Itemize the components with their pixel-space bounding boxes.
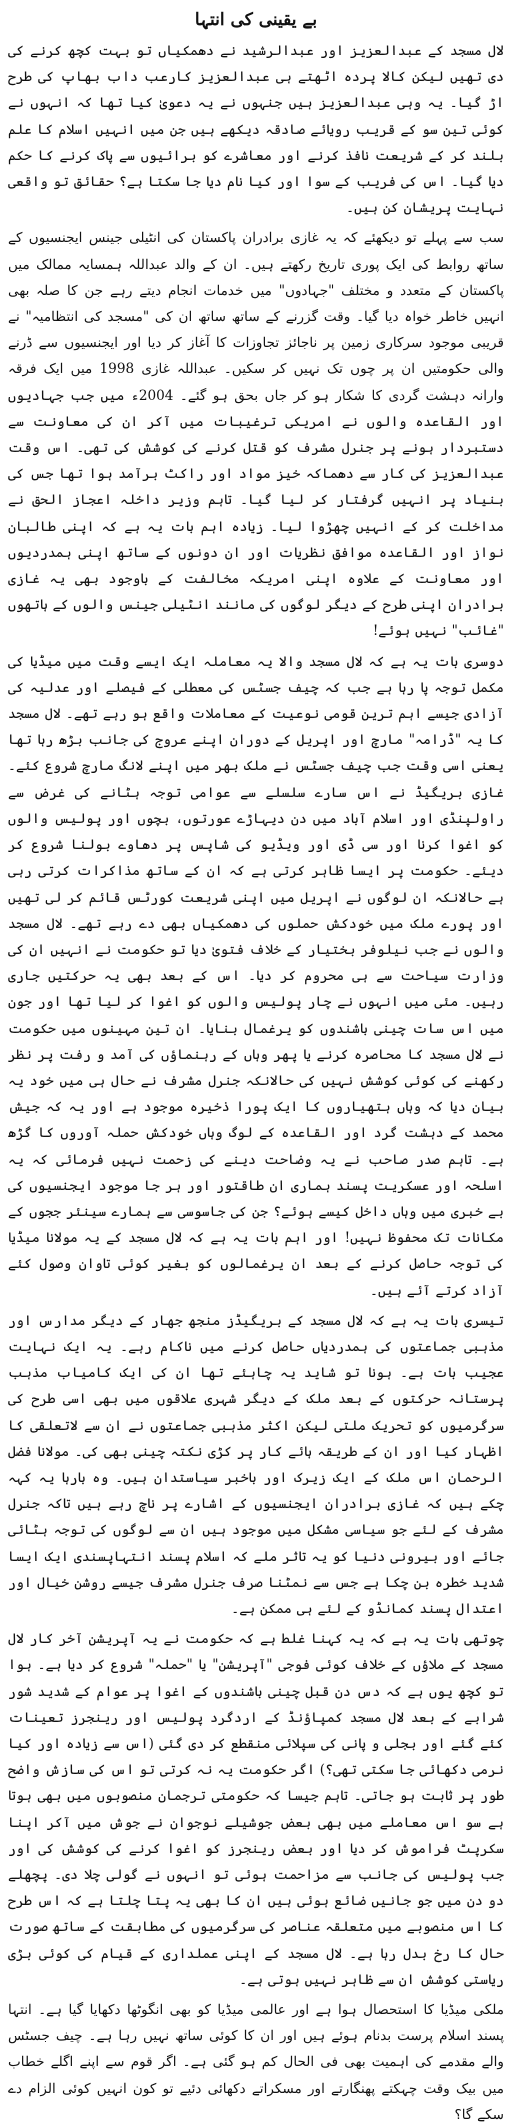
article-paragraph: دوسری بات یہ ہے کہ لال مسجد والا یہ معاملہ ایک ایسے وقت میں میڈیا کی مکمل توجہ پا رہا ہے جب کہ چیف جسٹس کی معطلی کے فیصلے اور عدلیہ کی آزادی جیسے اہم ترین قومی نوعیت کے معاملات واقع ہو رہے تھے۔ لال مسجد کا یہ "ڈرامہ" مارچ اور اپریل کے دوران اپنے عروج کی جانب بڑھ رہا تھا یعنی اسی وقت جب چیف جسٹس نے ملک بھر میں اپنے لانگ مارچ شروع کئے۔ غازی بریگیڈ نے اس سارے سلسلے سے عوامی توجہ ہٹانے کی غرض سے راولپنڈی اور اسلام آباد میں دن دیہاڑے عورتوں، بچوں اور پولیس والوں کو اغوا کرنا اور سی ڈی اور ویڈیو کی شاپس پر دھاوے بولنا شروع کر دیئے۔ حکومت پر ایسا ظاہر کرتی ہے کہ ان کے ساتھ مذاکرات کرتی رہی ہے حالانکہ ان لوگوں نے اپریل میں اپنی شریعت کورٹس قائم کر لی تھیں اور پورے ملک میں خودکش حملوں کی دھمکیاں بھی دے رہے تھے۔ لال مسجد والوں نے جب نیلوفر بختیار کے خلاف فتویٰ دیا تو حکومت نے انہیں ان کی وزارت سیاحت سے ہی محروم کر دیا۔ اس کے بعد بھی یہ حرکتیں جاری رہیں۔ مئی میں انہوں نے چار پولیس والوں کو اغوا کر لیا تھا اور جون میں اس سات چینی باشندوں کو یرغمال بنایا۔ ان تین مہینوں میں حکومت نے لال مسجد کا محاصرہ کرنے یا پھر وہاں کے رہنماؤں کی آمد و رفت پر نظر رکھنے کی کوئی کوشش نہیں کی حالانکہ جنرل مشرف نے حال ہی میں خود یہ بیان دیا کہ وہاں ہتھیاروں کا ایک پورا ذخیرہ موجود ہے اور یہ کہ جیش محمد کے دہشت گرد اور القاعدہ کے لوگ وہاں خودکش حملہ آوروں کا گڑھ ہے۔ تاہم صدر صاحب نے یہ وضاحت دینے کی زحمت نہیں فرمائی کہ یہ اسلحہ اور عسکریت پسند ہماری ان طاقتور اور ہر جا موجود ایجنسیوں کی بے خبری میں وہاں داخل کیسے ہوئے؟ جن کی جاسوسی سے ہمارے سینئر ججوں کے مکانات تک محفوظ نہیں! اور اہم بات یہ ہے کہ لال مسجد کے یہ مولانا میڈیا کی توجہ حاصل کرنے کے بعد ان یرغمالوں کو بغیر کوئی تاوان وصول کئے آزاد کرتے آئے ہیں۔ <box>8 653 504 1299</box>
article-title: بے یقینی کی انتہا <box>194 10 318 30</box>
article-paragraph: لال مسجد کے عبدالعزیز اور عبدالرشید نے دھمکیاں تو بہت کچھ کرنے کی دی تھیں لیکن کالا پردہ اٹھتے ہی عبدالعزیز کارعب داب بھاپ کی طرح اڑ گیا۔ یہ وہی عبدالعزیز ہیں جنہوں نے یہ دعویٰ کیا تھا کہ انہوں نے کوئی تین سو کے قریب رویائے صادقہ دیکھے ہیں جن میں انہیں اسلام کا علم بلند کر کے شریعت نافذ کرنے اور معاشرے کو برائیوں سے پاک کرنے کا حکم دیا گیا۔ اس کی فریب کے سوا اور کیا نام دیا جا سکتا ہے؟ حقائق تو واقعی نہایت پریشان کن ہیں۔ <box>8 43 504 217</box>
article-paragraph: چوتھی بات یہ ہے کہ یہ کہنا غلط ہے کہ حکومت نے یہ آپریشن آخر کار لال مسجد کے ملاؤں کے خلاف کوئی فوجی "آپریشن" یا "حملہ" شروع کر دیا ہے۔ ہوا تو کچھ یوں ہے کہ دس دن قبل چینی باشندوں کے اغوا پر عوام کے شدید شور شرابے کے بعد لال مسجد کمپاؤنڈ کے اردگرد پولیس اور رینجرز تعینات کئے گئے اور بجلی و پانی کی سپلائی منقطع کر دی گئی (اس سے زیادہ اور کیا نرمی دکھائی جا سکتی تھی؟) اگر حکومت یہ نہ کرتی تو اس کی سازش واضح طور پر ثابت ہو جاتی۔ تاہم جیسا کہ حکومتی ترجمان منصوبوں میں بھی ہوتا ہے سو اس معاملے میں بھی بعض جوشیلے نوجوان نے جوش میں آکر اپنا سکرپٹ فراموش کر دیا اور بعض رینجرز کو اغوا کرنے کی کوشش کی اور جب پولیس کی جانب سے مزاحمت ہوئی تو انہوں نے گولی چلا دی۔ پچھلے دو دن میں جو جانیں ضائع ہوئی ہیں ان کا بھی یہ پتا چلتا ہے کہ اس طرح کا اس منصوبے میں متعلقہ عناصر کی سرگرمیوں کی مطابقت کے ساتھ صورت حال کا رخ بدل رہا ہے۔ لال مسجد کے اپنی عملداری کے قیام کی کوئی بڑی ریاستی کوشش ان سے ظاہر نہیں ہوتی ہے۔ <box>8 1631 504 1988</box>
article-paragraph: ملکی میڈیا کا استحصال ہوا ہے اور عالمی میڈیا کو بھی انگوٹھا دکھایا گیا ہے۔ انتہا پسند اسلام پرست بدنام ہوئے ہیں اور ان کا کوئی ساتھ نہیں رہا ہے۔ چیف جسٹس والے مقدمے کی اہمیت بھی فی الحال کم ہو گئی ہے۔ اگر قوم سے اپنے اگلے خطاب میں بیک وقت چہکتے پھنگارتے اور مسکراتے دکھائی دئیے تو کون انہیں کوئی الزام دے سکے گا؟ <box>8 2002 504 2123</box>
article-paragraph: سب سے پہلے تو دیکھئے کہ یہ غازی برادران پاکستان کی انٹیلی جینس ایجنسیوں کے ساتھ روابط کی ایک پوری تاریخ رکھتے ہیں۔ ان کے والد عبداللہ ہمسایہ ممالک میں پاکستان کے متعدد و مختلف "جہادوں" میں خدمات انجام دیتے رہے جن کا صلہ بھی انہیں خاطر خواہ دیا گیا۔ وقت گزرنے کے ساتھ ساتھ ان کی "مسجد کی انتظامیہ" نے قریبی موجود سرکاری زمین پر ناجائز تجاوزات کا آغاز کر دیا اور ایجنسیوں سے ڈرنے والی حکومتیں ان پر چوں تک نہیں کر سکیں۔ عبداللہ غازی 1998 میں ایک فرقہ وارانہ دہشت گردی کا شکار ہو کر جاں بحق ہو گئے۔ 2004ء میں جب جہادیوں اور القاعدہ والوں نے امریکی ترغیبات میں آکر ان کی معاونت سے دستبردار ہونے پر جنرل مشرف کو قتل کرنے کی کوشش کی تھی۔ اس وقت عبدالعزیز کی کار سے دھماکہ خیز مواد اور راکٹ برآمد ہوا تھا جس کی بنیاد پر انہیں گرفتار کر لیا گیا۔ تاہم وزیر داخلہ اعجاز الحق نے مداخلت کر کے انہیں چھڑوا لیا۔ زیادہ اہم بات یہ ہے کہ اپنی طالبان نواز اور القاعدہ موافق نظریات اور ان دونوں کے ساتھ اپنی ہمدردیوں اور معاونت کے علاوہ اپنی امریکہ مخالفت کے باوجود بھی یہ غازی برادران اپنی طرح کے دیگر لوگوں کی مانند انٹیلی جینس والوں کے ہاتھوں "غائب" نہیں ہوئے! <box>8 230 504 640</box>
article-paragraph: تیسری بات یہ ہے کہ لال مسجد کے بریگیڈز منجھ جھار کے دیگر مدارس اور مذہبی جماعتوں کی ہمدردیاں حاصل کرنے میں ناکام رہے۔ یہ ایک نہایت عجیب بات ہے۔ ہونا تو شاید یہ چاہئے تھا ان کی ایک کامیاب مذہب پرستانہ حرکتوں کے بعد ملک کے دیگر شہری علاقوں میں بھی اسی طرح کی سرگرمیوں کو تحریک ملتی لیکن اکثر مذہبی جماعتوں نے ان سے لاتعلقی کا اظہار کیا اور ان کے طریقہ ہائے کار پر کڑی نکتہ چینی بھی کی۔ مولانا فضل الرحمان اس ملک کے ایک زیرک اور باخبر سیاستدان ہیں۔ وہ بارہا یہ کہہ چکے ہیں کہ غازی برادران ایجنسیوں کے اشارے پر ناچ رہے ہیں تاکہ جنرل مشرف کے لئے جو سیاسی مشکل میں موجود ہیں ان سے لوگوں کی توجہ ہٹائی جائے اور بیرونی دنیا کو یہ تاثر ملے کہ اسلام پسند انتہاپسندی ایک ایسا شدید خطرہ بن چکا ہے جس سے نمٹنا صرف جنرل مشرف جیسے روشن خیال اور اعتدال پسند کمانڈو کے لئے ہی ممکن ہے۔ <box>8 1312 504 1617</box>
